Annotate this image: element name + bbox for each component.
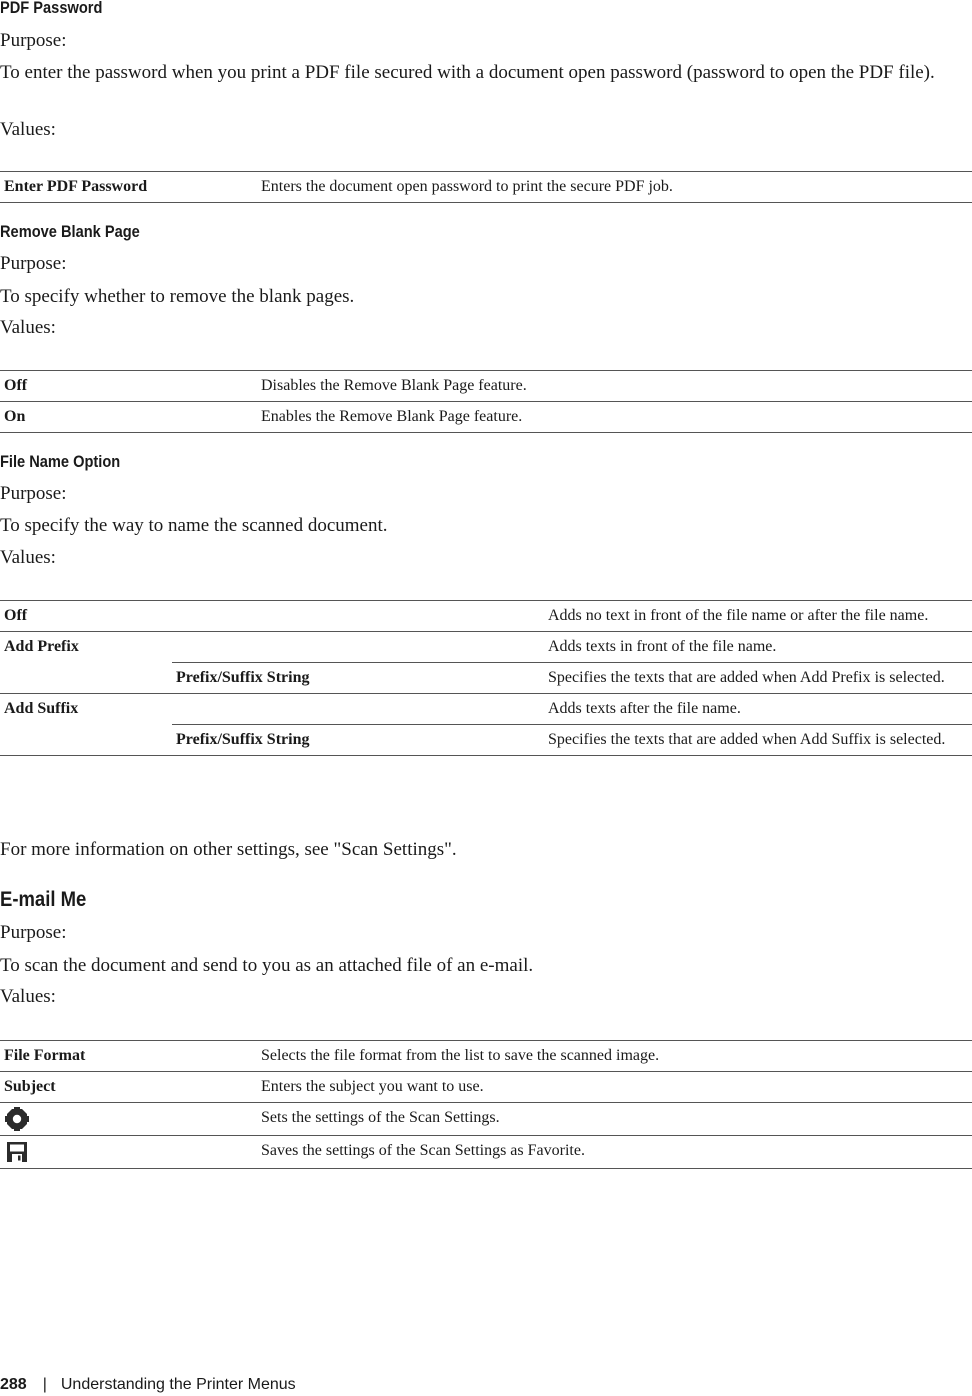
value-sub-name xyxy=(172,601,544,632)
more-info-text: For more information on other settings, see "Scan Settings". xyxy=(0,839,457,860)
values-label: Values: xyxy=(0,547,56,568)
chapter-title: Understanding the Printer Menus xyxy=(60,1376,296,1393)
value-description: Selects the file format from the list to save the scanned image. xyxy=(257,1041,972,1072)
value-description: Enables the Remove Blank Page feature. xyxy=(257,402,972,433)
value-description: Adds no text in front of the file name or after the file name. xyxy=(544,601,972,632)
values-label: Values: xyxy=(0,119,56,140)
value-name: File Format xyxy=(0,1041,257,1072)
value-sub-name xyxy=(172,694,544,725)
values-table-remove-blank-page xyxy=(0,370,972,433)
gear-icon xyxy=(4,1107,253,1131)
purpose-text: To enter the password when you print a PDF file secured with a document open password (password to open the PDF file). xyxy=(0,62,935,83)
value-name: Enter PDF Password xyxy=(0,172,257,203)
value-name: Subject xyxy=(0,1072,257,1103)
section-title-pdf-password: PDF Password xyxy=(0,0,103,17)
value-name: Off xyxy=(0,371,257,402)
value-icon-cell xyxy=(0,1136,257,1169)
value-description: Sets the settings of the Scan Settings. xyxy=(257,1103,972,1136)
table-row xyxy=(0,725,972,756)
section-title-remove-blank-page: Remove Blank Page xyxy=(0,222,140,241)
value-description: Adds texts after the file name. xyxy=(544,694,972,725)
value-sub-name xyxy=(172,632,544,663)
purpose-label: Purpose: xyxy=(0,483,67,504)
purpose-label: Purpose: xyxy=(0,253,67,274)
save-icon xyxy=(4,1140,253,1164)
table-row xyxy=(0,694,972,725)
purpose-label: Purpose: xyxy=(0,30,67,51)
table-row xyxy=(0,172,972,203)
purpose-text: To specify the way to name the scanned document. xyxy=(0,515,388,536)
table-row xyxy=(0,663,972,694)
value-description: Enters the subject you want to use. xyxy=(257,1072,972,1103)
table-row xyxy=(0,1041,972,1072)
values-label: Values: xyxy=(0,317,56,338)
value-name: On xyxy=(0,402,257,433)
value-description: Enters the document open password to print the secure PDF job. xyxy=(257,172,972,203)
value-description: Disables the Remove Blank Page feature. xyxy=(257,371,972,402)
value-icon-cell xyxy=(0,1103,257,1136)
value-name xyxy=(0,663,172,694)
values-label: Values: xyxy=(0,986,56,1007)
values-table-file-name-option xyxy=(0,600,972,756)
table-row xyxy=(0,1136,972,1169)
value-description: Adds texts in front of the file name. xyxy=(544,632,972,663)
footer-separator: | xyxy=(42,1376,47,1393)
value-description: Specifies the texts that are added when Add Suffix is selected. xyxy=(544,725,972,756)
section-title-file-name-option: File Name Option xyxy=(0,452,121,471)
value-sub-name: Prefix/Suffix String xyxy=(172,663,544,694)
value-description: Saves the settings of the Scan Settings as Favorite. xyxy=(257,1136,972,1169)
page-number: 288 xyxy=(0,1376,27,1393)
purpose-text: To scan the document and send to you as an attached file of an e-mail. xyxy=(0,955,534,976)
value-description: Specifies the texts that are added when Add Prefix is selected. xyxy=(544,663,972,694)
value-name: Add Prefix xyxy=(0,632,172,663)
table-row xyxy=(0,1103,972,1136)
value-sub-name: Prefix/Suffix String xyxy=(172,725,544,756)
value-name xyxy=(0,725,172,756)
table-row xyxy=(0,632,972,663)
section-title-email-me: E-mail Me xyxy=(0,888,87,911)
values-table-email-me xyxy=(0,1040,972,1169)
table-row xyxy=(0,1072,972,1103)
purpose-label: Purpose: xyxy=(0,922,67,943)
purpose-text: To specify whether to remove the blank pages. xyxy=(0,286,355,307)
table-row xyxy=(0,402,972,433)
page-footer xyxy=(0,1374,296,1396)
values-table-pdf-password xyxy=(0,171,972,203)
table-row xyxy=(0,601,972,632)
value-name: Add Suffix xyxy=(0,694,172,725)
table-row xyxy=(0,371,972,402)
value-name: Off xyxy=(0,601,172,632)
